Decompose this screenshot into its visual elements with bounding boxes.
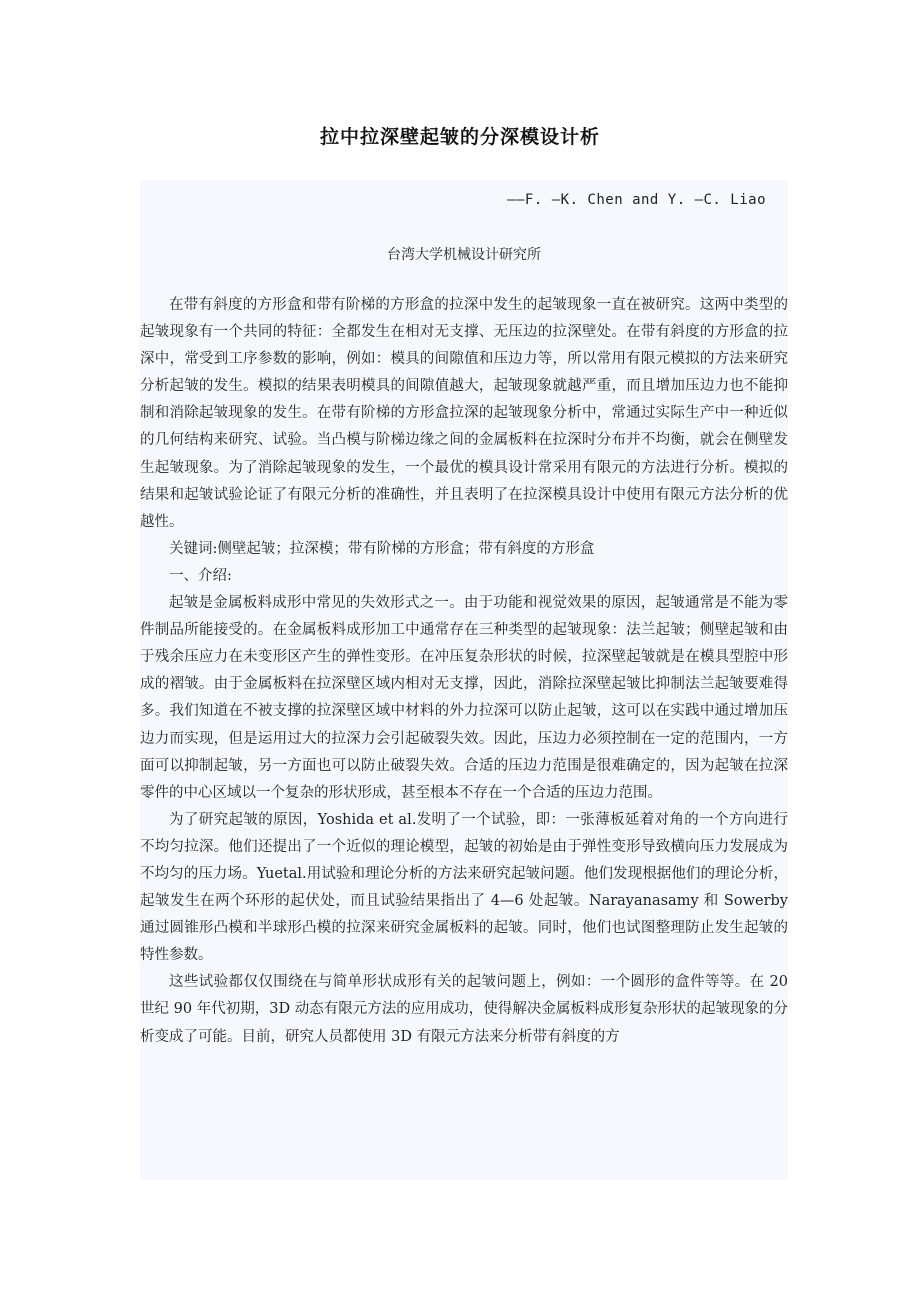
affiliation: 台湾大学机械设计研究所: [387, 247, 541, 263]
article-text: [140, 292, 788, 1051]
intro-paragraph-2: 为了研究起皱的原因，Yoshida et al.发明了一个试验，即：一张薄板延着对角的一个方向进行不均匀拉深。他们还提出了一个近似的理论模型，起皱的初始是由于弹性变形导致横向压力发展成为不均匀的压力场。Yuetal.用试验和理论分析的方法来研究起皱问题。他们发现根据他们的理论分析，起皱发生在两个环形的起伏处，而且试验结果指出了 4—6 处起皱。Narayanasamy 和 Sowerby 通过圆锥形凸模和半球形凸模的拉深来研究金属板料的起皱。同时，他们也试图整理防止发生起皱的特性参数。: [140, 811, 788, 964]
keywords-line: 关键词:侧壁起皱；拉深模；带有阶梯的方形盒；带有斜度的方形盒: [169, 540, 595, 557]
section-heading-introduction: 一、介绍:: [169, 567, 232, 584]
authors-line: ——F. —K. Chen and Y. —C. Liao: [507, 192, 766, 208]
article-body: [140, 180, 788, 1180]
intro-paragraph-1: 起皱是金属板料成形中常见的失效形式之一。由于功能和视觉效果的原因，起皱通常是不能为零件制品所能接受的。在金属板料成形加工中通常存在三种类型的起皱现象：法兰起皱；侧壁起皱和由于残余压应力在未变形区产生的弹性变形。在冲压复杂形状的时候，拉深壁起皱就是在模具型腔中形成的褶皱。由于金属板料在拉深壁区域内相对无支撑，因此，消除拉深壁起皱比抑制法兰起皱要难得多。我们知道在不被支撑的拉深壁区域中材料的外力拉深可以防止起皱，这可以在实践中通过增加压边力而实现，但是运用过大的拉深力会引起破裂失效。因此，压边力必须控制在一定的范围内，一方面可以抑制起皱，另一方面也可以防止破裂失效。合适的压边力范围是很难确定的，因为起皱在拉深零件的中心区域以一个复杂的形状形成，甚至根本不存在一个合适的压边力范围。: [140, 595, 788, 801]
page-title: 拉中拉深壁起皱的分深模设计析: [319, 126, 600, 148]
abstract-paragraph: 在带有斜度的方形盒和带有阶梯的方形盒的拉深中发生的起皱现象一直在被研究。这两中类型的起皱现象有一个共同的特征：全都发生在相对无支撑、无压边的拉深壁处。在带有斜度的方形盒的拉深中，常受到工序参数的影响，例如：模具的间隙值和压边力等，所以常用有限元模拟的方法来研究分析起皱的发生。模拟的结果表明模具的间隙值越大，起皱现象就越严重，而且增加压边力也不能抑制和消除起皱现象的发生。在带有阶梯的方形盒拉深的起皱现象分析中，常通过实际生产中一种近似的几何结构来研究、试验。当凸模与阶梯边缘之间的金属板料在拉深时分布并不均衡，就会在侧壁发生起皱现象。为了消除起皱现象的发生，一个最优的模具设计常采用有限元的方法进行分析。模拟的结果和起皱试验论证了有限元分析的准确性，并且表明了在拉深模具设计中使用有限元方法分析的优越性。: [140, 297, 788, 530]
intro-paragraph-3: 这些试验都仅仅围绕在与简单形状成形有关的起皱问题上，例如：一个圆形的盒件等等。在 20 世纪 90 年代初期，3D 动态有限元方法的应用成功，使得解决金属板料成形复杂形状的起皱现象的分析变成了可能。目前，研究人员都使用 3D 有限元方法来分析带有斜度的方: [140, 974, 788, 1045]
